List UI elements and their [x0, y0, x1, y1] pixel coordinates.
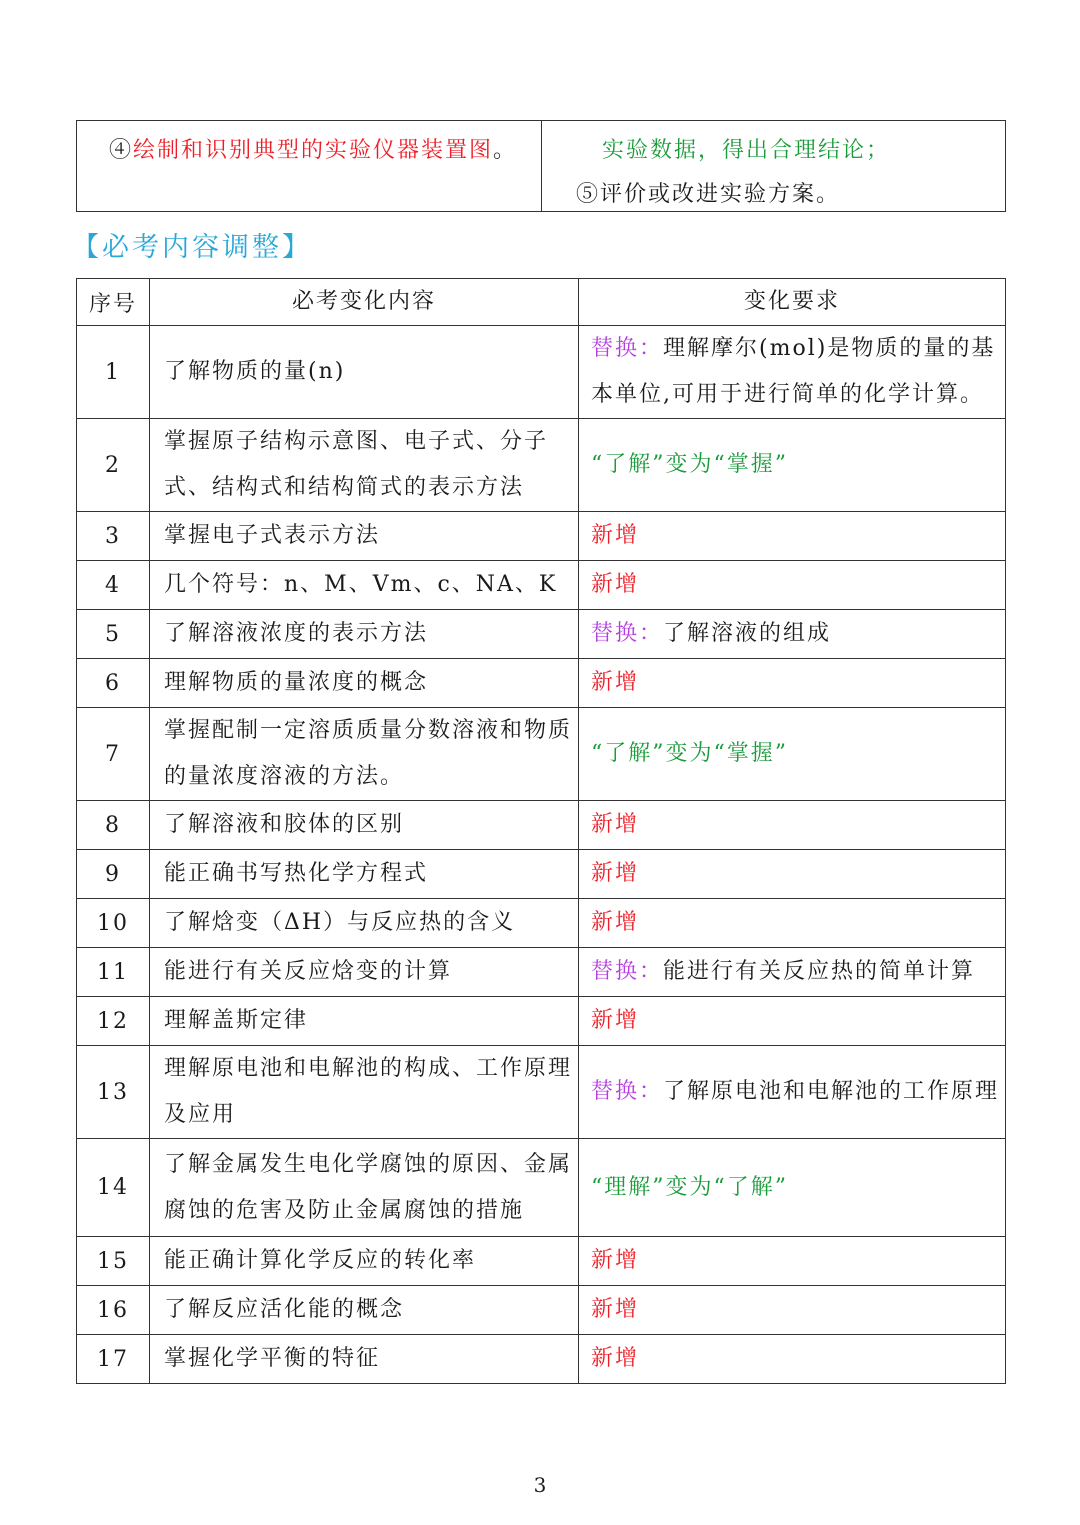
requirement-text: 新增: [591, 1297, 640, 1322]
row-number: 7: [77, 708, 150, 801]
table-row: [77, 610, 1006, 659]
row-requirement: [579, 1237, 1006, 1286]
row-requirement: [579, 1046, 1006, 1139]
row-content: 理解盖斯定律: [150, 997, 579, 1046]
row-number: 1: [77, 326, 150, 419]
table-row: [77, 326, 1006, 419]
table-row: [77, 659, 1006, 708]
row-number: 17: [77, 1335, 150, 1384]
row-requirement: [579, 1139, 1006, 1237]
requirement-text: 理解摩尔(mol)是物质的量的基本单位,可用于进行简单的化学计算。: [591, 336, 996, 407]
page-number: 3: [533, 1473, 547, 1497]
row-requirement: [579, 561, 1006, 610]
requirement-text: 了解原电池和电解池的工作原理: [663, 1079, 1000, 1104]
requirement-text: 新增: [591, 670, 640, 695]
row-content: 了解物质的量(n): [150, 326, 579, 419]
row-requirement: [579, 512, 1006, 561]
continued-cell-right: [542, 121, 1005, 211]
row-number: 10: [77, 899, 150, 948]
row-requirement: [579, 997, 1006, 1046]
row-requirement: [579, 708, 1006, 801]
replace-label: 替换：: [591, 621, 664, 646]
row-requirement: [579, 801, 1006, 850]
row-content: 了解焓变（ΔH）与反应热的含义: [150, 899, 579, 948]
table-row: [77, 1286, 1006, 1335]
row-content: 了解溶液和胶体的区别: [150, 801, 579, 850]
changes-table: [76, 278, 1006, 1384]
row-number: 2: [77, 419, 150, 512]
row-number: 11: [77, 948, 150, 997]
requirement-text: 新增: [591, 861, 640, 886]
row-requirement: [579, 659, 1006, 708]
requirement-text: 新增: [591, 572, 640, 597]
row-content: 掌握配制一定溶质质量分数溶液和物质的量浓度溶液的方法。: [150, 708, 579, 801]
row-content: 能正确书写热化学方程式: [150, 850, 579, 899]
table-row: [77, 708, 1006, 801]
continued-line-2: ⑤评价或改进实验方案。: [576, 182, 841, 207]
row-content: 了解溶液浓度的表示方法: [150, 610, 579, 659]
header-no: 序号: [77, 279, 150, 326]
requirement-text: 新增: [591, 910, 640, 935]
requirement-text: “了解”变为“掌握”: [591, 741, 788, 766]
requirement-text: 新增: [591, 1346, 640, 1371]
row-content: 能进行有关反应焓变的计算: [150, 948, 579, 997]
row-requirement: [579, 1286, 1006, 1335]
row-number: 15: [77, 1237, 150, 1286]
table-row: [77, 948, 1006, 997]
row-requirement: [579, 899, 1006, 948]
row-number: 13: [77, 1046, 150, 1139]
row-requirement: [579, 610, 1006, 659]
table-row: [77, 512, 1006, 561]
continued-line-1: 实验数据，得出合理结论；: [602, 138, 891, 163]
replace-label: 替换：: [591, 959, 664, 984]
row-number: 5: [77, 610, 150, 659]
table-row: [77, 899, 1006, 948]
row-requirement: [579, 419, 1006, 512]
table-row: [77, 1046, 1006, 1139]
requirement-text: 新增: [591, 1008, 640, 1033]
requirement-text: 新增: [591, 523, 640, 548]
row-content: 理解物质的量浓度的概念: [150, 659, 579, 708]
item-suffix: 。: [493, 138, 518, 163]
requirement-text: “理解”变为“了解”: [591, 1174, 788, 1200]
table-header-row: [77, 279, 1006, 326]
row-number: 12: [77, 997, 150, 1046]
row-content: 了解金属发生电化学腐蚀的原因、金属腐蚀的危害及防止金属腐蚀的措施: [150, 1139, 579, 1237]
table-row: [77, 801, 1006, 850]
replace-label: 替换：: [591, 336, 664, 361]
requirement-text: 新增: [591, 1248, 640, 1273]
row-requirement: [579, 850, 1006, 899]
row-content: 能正确计算化学反应的转化率: [150, 1237, 579, 1286]
table-row: [77, 997, 1006, 1046]
table-row: [77, 419, 1006, 512]
item-text: 绘制和识别典型的实验仪器装置图: [133, 138, 494, 163]
row-requirement: [579, 948, 1006, 997]
row-number: 8: [77, 801, 150, 850]
header-requirement: 变化要求: [579, 279, 1006, 326]
replace-label: 替换：: [591, 1079, 664, 1104]
header-content: 必考变化内容: [150, 279, 579, 326]
table-row: [77, 561, 1006, 610]
row-number: 4: [77, 561, 150, 610]
item-marker: ④: [109, 138, 134, 163]
row-number: 14: [77, 1139, 150, 1237]
continued-cell-left: [77, 121, 542, 211]
row-requirement: [579, 326, 1006, 419]
row-number: 16: [77, 1286, 150, 1335]
table-row: [77, 1139, 1006, 1237]
table-row: [77, 1335, 1006, 1384]
table-row: [77, 1237, 1006, 1286]
row-number: 3: [77, 512, 150, 561]
requirement-text: 新增: [591, 812, 640, 837]
continued-table: [76, 120, 1006, 212]
row-number: 6: [77, 659, 150, 708]
requirement-text: 能进行有关反应热的简单计算: [663, 959, 976, 984]
requirement-text: “了解”变为“掌握”: [591, 452, 788, 477]
row-content: 了解反应活化能的概念: [150, 1286, 579, 1335]
row-content: 掌握原子结构示意图、电子式、分子式、结构式和结构简式的表示方法: [150, 419, 579, 512]
row-content: 理解原电池和电解池的构成、工作原理及应用: [150, 1046, 579, 1139]
section-heading: 【必考内容调整】: [72, 232, 312, 263]
requirement-text: 了解溶液的组成: [663, 621, 832, 646]
row-content: 几个符号：n、M、Vm、c、NA、K: [150, 561, 579, 610]
row-requirement: [579, 1335, 1006, 1384]
table-row: [77, 850, 1006, 899]
row-number: 9: [77, 850, 150, 899]
row-content: 掌握电子式表示方法: [150, 512, 579, 561]
row-content: 掌握化学平衡的特征: [150, 1335, 579, 1384]
